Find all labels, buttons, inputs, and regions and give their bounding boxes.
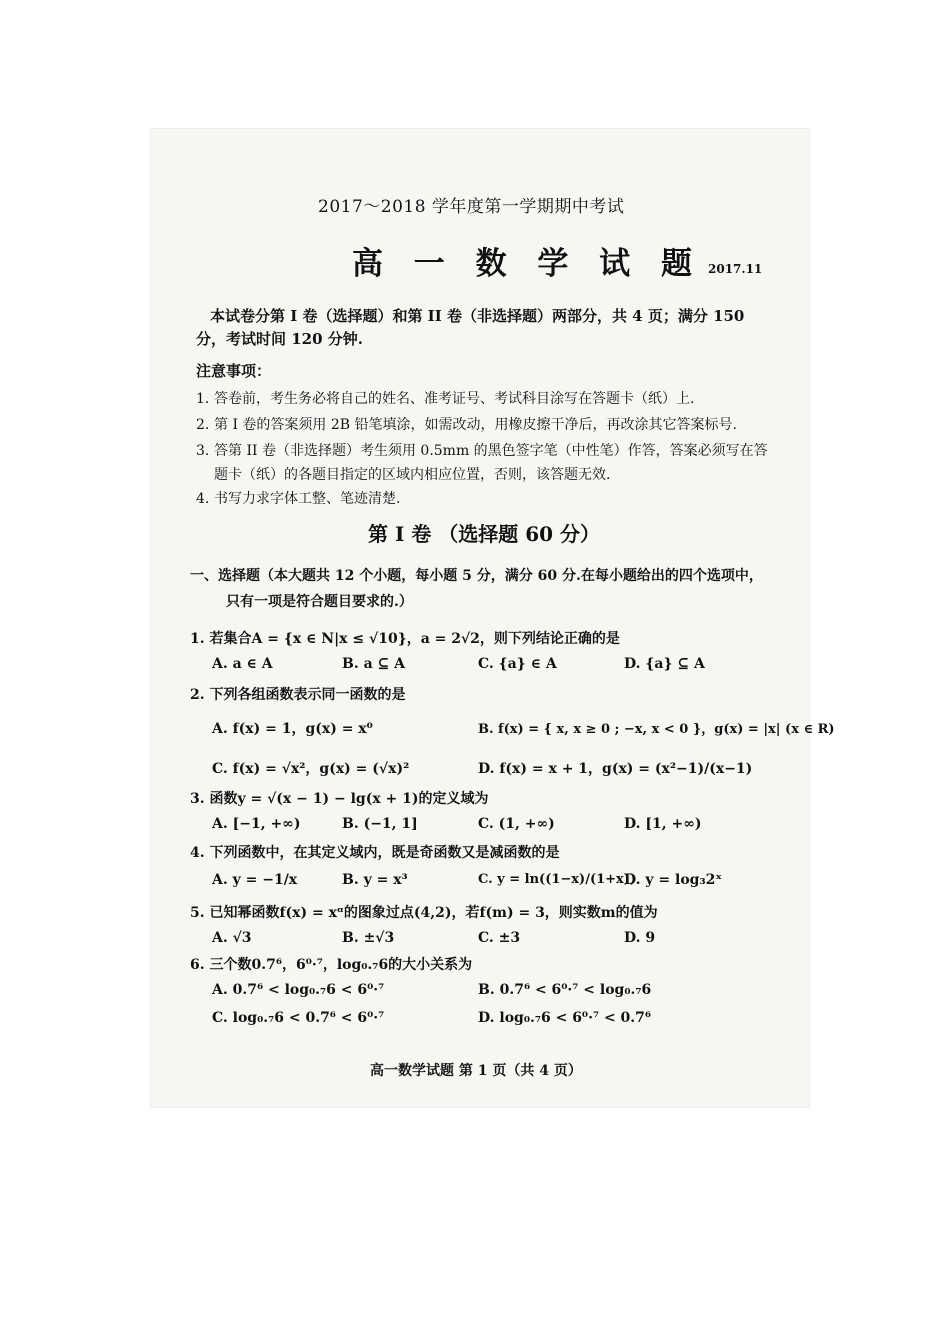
section-title: 第 I 卷 （选择题 60 分） — [368, 522, 601, 546]
exam-subtitle: 2017～2018 学年度第一学期期中考试 — [318, 197, 625, 217]
question-stem: 4. 下列函数中，在其定义域内，既是奇函数又是减函数的是 — [190, 845, 560, 861]
option-a: A. f(x) = 1，g(x) = x⁰ — [212, 721, 373, 737]
section-instructions: 一、选择题（本大题共 12 个小题，每小题 5 分，满分 60 分.在每小题给出的四个选项中， — [190, 568, 763, 584]
note-item — [196, 388, 694, 408]
exam-title: 高 一 数 学 试 题 — [352, 246, 702, 282]
question-stem: 3. 函数y = √(x − 1) − lg(x + 1)的定义域为 — [190, 791, 489, 807]
option-c: C. log₀.₇6 < 0.7⁶ < 6⁰·⁷ — [212, 1010, 385, 1026]
note-continuation: 题卡（纸）的各题目指定的区域内相应位置，否则，该答题无效. — [214, 467, 611, 483]
option-b: B. (−1, 1] — [342, 816, 418, 832]
intro-line-2: 分，考试时间 120 分钟. — [196, 330, 363, 348]
note-item — [196, 488, 400, 508]
note-text: 答第 II 卷（非选择题）考生须用 0.5mm 的黑色签字笔（中性笔）作答，答案必须写在答 — [214, 443, 768, 459]
note-item — [196, 440, 768, 460]
intro-line-1: 本试卷分第 I 卷（选择题）和第 II 卷（非选择题）两部分，共 4 页；满分 150 — [210, 307, 745, 325]
page-footer: 高一数学试题 第 1 页（共 4 页） — [370, 1063, 582, 1079]
notes-heading: 注意事项： — [196, 362, 272, 380]
option-d: D. log₀.₇6 < 6⁰·⁷ < 0.7⁶ — [478, 1010, 652, 1026]
note-text: 第 I 卷的答案须用 2B 铅笔填涂，如需改动，用橡皮擦干净后，再改涂其它答案标号. — [214, 417, 737, 433]
option-c: C. {a} ∈ A — [478, 656, 557, 672]
option-a: A. √3 — [212, 930, 252, 946]
exam-date: 2017.11 — [708, 262, 763, 276]
note-number: 2. — [196, 417, 210, 433]
option-d: D. [1, +∞) — [624, 816, 702, 832]
option-d: D. 9 — [624, 930, 656, 946]
option-a: A. 0.7⁶ < log₀.₇6 < 6⁰·⁷ — [212, 982, 385, 998]
note-text: 书写力求字体工整、笔迹清楚. — [214, 491, 401, 507]
option-b: B. ±√3 — [342, 930, 395, 946]
option-b: B. y = x³ — [342, 872, 408, 888]
option-d: D. f(x) = x + 1，g(x) = (x²−1)/(x−1) — [478, 761, 753, 777]
question-stem: 5. 已知幂函数f(x) = xᵅ的图象过点(4,2)，若f(m) = 3，则实数m的值为 — [190, 905, 658, 921]
option-b: B. 0.7⁶ < 6⁰·⁷ < log₀.₇6 — [478, 982, 652, 998]
option-b: B. a ⊆ A — [342, 656, 405, 672]
option-c: C. y = ln((1−x)/(1+x)) — [478, 872, 637, 887]
question-stem: 2. 下列各组函数表示同一函数的是 — [190, 687, 406, 703]
option-a: A. y = −1/x — [212, 872, 298, 888]
note-number: 1. — [196, 391, 210, 407]
option-b: B. f(x) = { x, x ≥ 0 ; −x, x < 0 }，g(x) = |x| (x ∈ R) — [478, 722, 835, 737]
note-item — [196, 414, 737, 434]
option-c: C. f(x) = √x²，g(x) = (√x)² — [212, 761, 410, 777]
option-a: A. a ∈ A — [212, 656, 273, 672]
note-number: 4. — [196, 491, 210, 507]
option-d: D. {a} ⊆ A — [624, 656, 705, 672]
option-d: D. y = log₃2ˣ — [624, 872, 722, 888]
question-stem: 6. 三个数0.7⁶，6⁰·⁷，log₀.₇6的大小关系为 — [190, 957, 473, 973]
note-text: 答卷前，考生务必将自己的姓名、准考证号、考试科目涂写在答题卡（纸）上. — [214, 391, 695, 407]
question-stem: 1. 若集合A = {x ∈ N|x ≤ √10}，a = 2√2，则下列结论正确的是 — [190, 631, 620, 647]
option-c: C. (1, +∞) — [478, 816, 555, 832]
option-a: A. [−1, +∞) — [212, 816, 301, 832]
option-c: C. ±3 — [478, 930, 521, 946]
section-instructions-cont: 只有一项是符合题目要求的.） — [226, 594, 413, 610]
note-number: 3. — [196, 443, 210, 459]
